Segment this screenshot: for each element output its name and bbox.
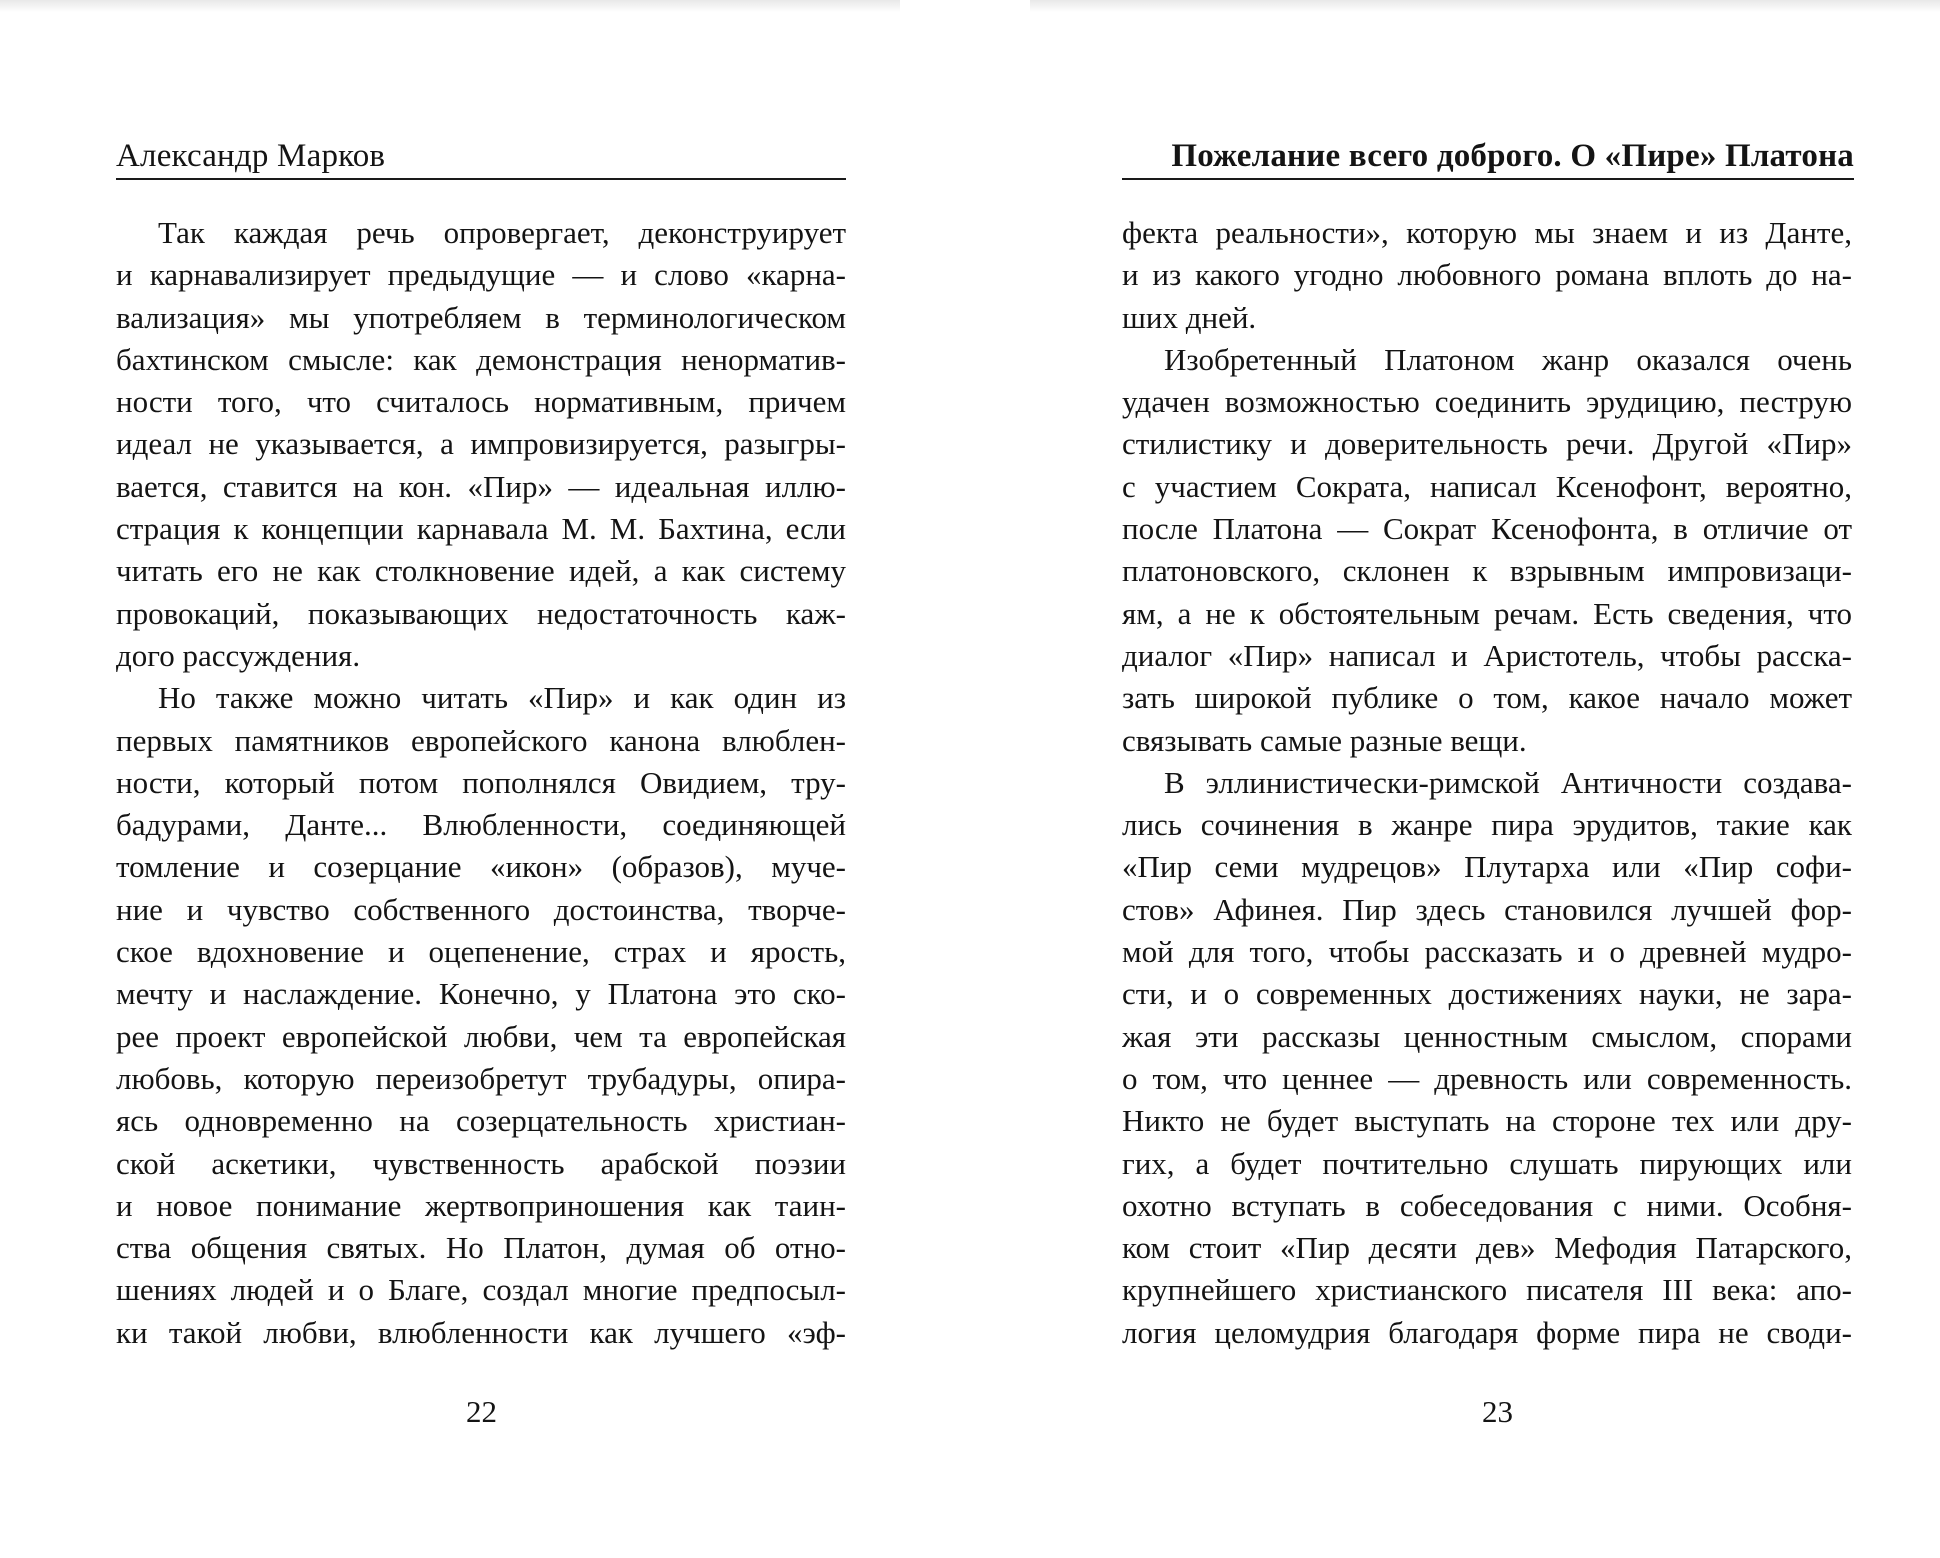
text-line: о том, что ценнее — древность или современность.: [1122, 1060, 1852, 1096]
text-line: мечту и наслаждение. Конечно, у Платона это ско-: [116, 976, 846, 1012]
right-page-number: 23: [1482, 1394, 1513, 1429]
text-line: ности того, что считалось нормативным, причем: [116, 384, 846, 420]
text-line: шениях людей и о Благе, создал многие предпосыл-: [116, 1272, 846, 1308]
text-line: логия целомудрия благодаря форме пира не своди-: [1122, 1314, 1852, 1350]
text-line: ясь одновременно на созерцательность христиан-: [116, 1103, 846, 1139]
text-line: с участием Сократа, написал Ксенофонт, вероятно,: [1122, 468, 1852, 504]
right-page: [970, 0, 1940, 1558]
text-line: рее проект европейской любви, чем та европейская: [116, 1018, 846, 1054]
text-line: ское вдохновение и оцепенение, страх и ярость,: [116, 934, 846, 970]
text-line: и из какого угодно любовного романа вплоть до на-: [1122, 257, 1852, 293]
text-line: охотно вступать в собеседования с ними. Особня-: [1122, 1187, 1852, 1223]
text-line: диалог «Пир» написал и Аристотель, чтобы расска-: [1122, 637, 1852, 673]
text-line: ности, который потом пополнялся Овидием, тру-: [116, 764, 846, 800]
text-line: дого рассуждения.: [116, 637, 361, 673]
text-line: В эллинистически-римской Античности создава-: [1164, 764, 1852, 800]
text-line: стов» Афинея. Пир здесь становился лучшей фор-: [1122, 891, 1852, 927]
text-line: гих, а будет почтительно слушать пирующих или: [1122, 1145, 1852, 1181]
left-header-rule: [116, 178, 846, 180]
text-line: крупнейшего христианского писателя III века: апо-: [1122, 1272, 1852, 1308]
text-line: вается, ставится на кон. «Пир» — идеальная иллю-: [116, 468, 846, 504]
text-line: ской аскетики, чувственность арабской поэзии: [116, 1145, 846, 1181]
right-header-rule: [1122, 178, 1854, 180]
text-line: жая эти рассказы ценностным смыслом, спорами: [1122, 1018, 1852, 1054]
text-line: мой для того, чтобы рассказать и о древней мудро-: [1122, 934, 1852, 970]
text-line: ние и чувство собственного достоинства, творче-: [116, 891, 846, 927]
text-line: вализация» мы употребляем в терминологическом: [116, 299, 846, 335]
text-line: Изобретенный Платоном жанр оказался очень: [1164, 341, 1852, 377]
text-line: фекта реальности», которую мы знаем и из Данте,: [1122, 215, 1852, 250]
text-line: ки такой любви, влюбленности как лучшего «эф-: [116, 1314, 846, 1350]
left-running-head: Александр Марков: [116, 138, 386, 174]
left-body-text: [116, 212, 846, 1354]
text-line: после Платона — Сократ Ксенофонта, в отличие от: [1122, 511, 1852, 547]
text-line: Так каждая речь опровергает, деконструирует: [158, 215, 846, 250]
text-line: томление и созерцание «икон» (образов), муче-: [116, 849, 846, 885]
text-line: Никто не будет выступать на стороне тех или дру-: [1122, 1103, 1852, 1139]
left-page-number: 22: [466, 1394, 497, 1429]
text-line: бадурами, Данте... Влюбленности, соединяющей: [116, 807, 846, 843]
right-body-text: [1122, 212, 1852, 1354]
text-line: идеал не указывается, а импровизируется, разыгры-: [116, 426, 846, 462]
text-line: удачен возможностью соединить эрудицию, пеструю: [1122, 384, 1852, 420]
text-line: и новое понимание жертвоприношения как таин-: [116, 1187, 846, 1223]
text-line: страция к концепции карнавала М. М. Бахтина, если: [116, 511, 846, 547]
text-line: Но также можно читать «Пир» и как один из: [158, 680, 846, 716]
text-line: любовь, которую переизобретут трубадуры, опира-: [116, 1060, 846, 1096]
text-line: стилистику и доверительность речи. Другой «Пир»: [1122, 426, 1852, 462]
text-line: лись сочинения в жанре пира эрудитов, такие как: [1122, 807, 1852, 843]
text-line: бахтинском смысле: как демонстрация ненорматив-: [116, 341, 846, 377]
text-line: провокаций, показывающих недостаточность каж-: [116, 595, 846, 631]
text-line: ших дней.: [1122, 299, 1257, 335]
text-line: связывать самые разные вещи.: [1122, 722, 1527, 758]
text-line: «Пир семи мудрецов» Плутарха или «Пир софи-: [1122, 849, 1852, 885]
text-line: читать его не как столкновение идей, а как систему: [116, 553, 846, 589]
text-line: ства общения святых. Но Платон, думая об отно-: [116, 1230, 846, 1266]
text-line: платоновского, склонен к взрывным импровизаци-: [1122, 553, 1852, 589]
text-line: первых памятников европейского канона влюблен-: [116, 722, 846, 758]
text-line: ям, а не к обстоятельным речам. Есть сведения, что: [1122, 595, 1852, 631]
text-line: и карнавализирует предыдущие — и слово «карна-: [116, 257, 846, 293]
text-line: сти, и о современных достижениях науки, не зара-: [1122, 976, 1852, 1012]
right-running-head: Пожелание всего доброго. О «Пире» Платона: [1171, 138, 1854, 174]
text-line: зать широкой публике о том, какое начало может: [1122, 680, 1852, 716]
text-line: ком стоит «Пир десяти дев» Мефодия Патарского,: [1122, 1230, 1852, 1266]
